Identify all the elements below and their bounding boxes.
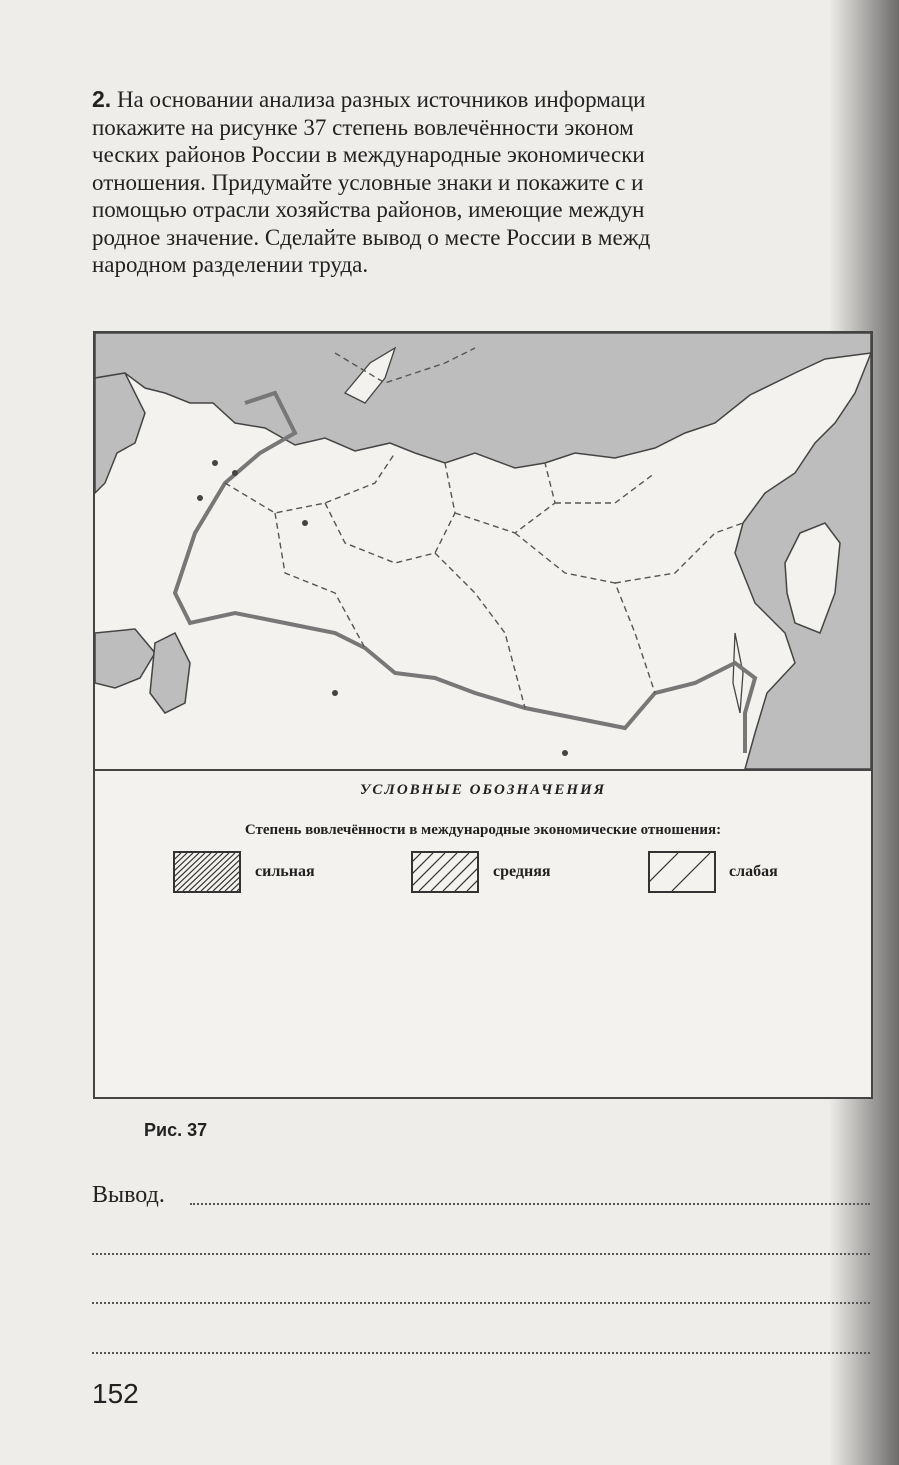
- legend-swatch-weak: [648, 851, 716, 893]
- legend-swatch-medium: [411, 851, 479, 893]
- task-line-5: помощью отрасли хозяйства районов, имеющие междун: [92, 197, 645, 222]
- task-number: 2.: [92, 86, 112, 112]
- answer-line-2[interactable]: [92, 1253, 870, 1255]
- city-markers: [197, 460, 568, 756]
- arctic-ocean: [95, 333, 871, 468]
- figure-caption: Рис. 37: [144, 1120, 208, 1140]
- legend-title: УСЛОВНЫЕ ОБОЗНАЧЕНИЯ: [359, 782, 607, 798]
- page-number: 152: [92, 1378, 139, 1409]
- map-legend-divider: [95, 769, 871, 771]
- task-text: [92, 86, 872, 279]
- black-sea: [95, 629, 155, 688]
- legend-label-weak: слабая: [729, 863, 778, 880]
- russia-outline-map: [95, 333, 871, 769]
- task-line-2: покажите на рисунке 37 степень вовлечённости эконом: [92, 114, 634, 140]
- answer-line-3[interactable]: [92, 1302, 870, 1304]
- legend-subtitle: Степень вовлечённости в международные экономические отношения:: [244, 822, 722, 838]
- task-line-7: народном разделении труда.: [92, 252, 369, 277]
- legend-swatch-strong: [173, 851, 241, 893]
- map-figure: [93, 331, 873, 1099]
- answer-line-4[interactable]: [92, 1352, 870, 1354]
- legend-label-medium: средняя: [493, 863, 551, 880]
- task-line-6: родное значение. Сделайте вывод о месте России в межд: [92, 224, 651, 250]
- baltic-sea: [95, 373, 145, 493]
- task-line-3: ческих районов России в международные экономически: [92, 142, 645, 167]
- legend-label-strong: сильная: [255, 863, 315, 880]
- task-line-1: На основании анализа разных источников информаци: [116, 87, 646, 112]
- caspian-sea: [150, 633, 190, 713]
- sakhalin: [733, 633, 743, 713]
- conclusion-label: Вывод.: [92, 1182, 165, 1208]
- answer-line-1[interactable]: [190, 1203, 870, 1205]
- task-line-4: отношения. Придумайте условные знаки и покажите с и: [92, 169, 644, 195]
